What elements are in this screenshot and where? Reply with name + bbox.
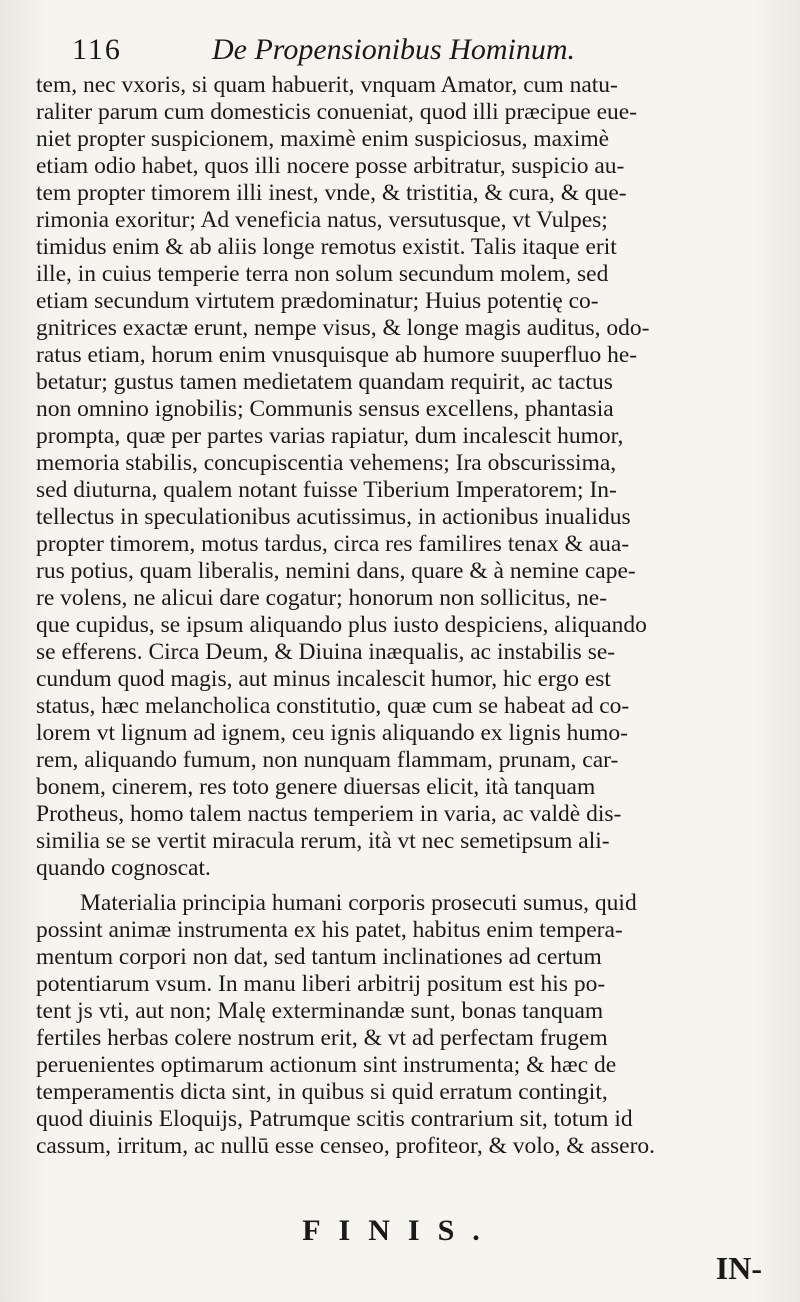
text-line: rem, aliquando fumum, non nunquam flammam, prunam, car- (36, 747, 619, 773)
text-line: lorem vt lignum ad ignem, ceu ignis aliquando ex lignis humo- (36, 720, 628, 746)
text-line: status, hæc melancholica constitutio, quæ cum se habeat ad co- (36, 693, 630, 719)
text-line: cassum, irritum, ac nullū esse censeo, profiteor, & volo, & assero. (36, 1133, 656, 1159)
text-line: prompta, quæ per partes varias rapiatur, dum incalescit humor, (36, 423, 624, 449)
text-line: timidus enim & ab aliis longe remotus existit. Talis itaque erit (36, 234, 617, 260)
paragraph-gap (36, 882, 776, 890)
catchword: IN- (715, 1250, 762, 1286)
text-line: ille, in cuius temperie terra non solum secundum molem, sed (36, 261, 609, 287)
text-line: mentum corpori non dat, sed tantum inclinationes ad certum (36, 944, 602, 970)
text-line: que cupidus, se ipsum aliquando plus iusto despiciens, aliquando (36, 612, 647, 638)
text-line: rus potius, quam liberalis, nemini dans, quare & à nemine cape- (36, 558, 636, 584)
running-header (72, 28, 764, 72)
text-line: tellectus in speculationibus acutissimus, in actionibus inualidus (36, 504, 631, 530)
text-block (36, 72, 776, 1160)
finis-label: FINIS. (302, 1214, 498, 1247)
text-line: cundum quod magis, aut minus incalescit humor, hic ergo est (36, 666, 611, 692)
text-line: memoria stabilis, concupiscentia vehemens; Ira obscurissima, (36, 450, 617, 476)
text-line: tem, nec vxoris, si quam habuerit, vnquam Amator, cum natu- (36, 72, 618, 98)
text-line: se efferens. Circa Deum, & Diuina inæqualis, ac instabilis se- (36, 639, 616, 665)
text-line: rimonia exoritur; Ad veneficia natus, versutusque, vt Vulpes; (36, 207, 608, 233)
text-line: etiam secundum virtutem prædominatur; Huius potentię co- (36, 288, 599, 314)
text-line: quando cognoscat. (36, 855, 211, 881)
running-title: De Propensionibus Hominum. (212, 33, 576, 66)
text-line: non omnino ignobilis; Communis sensus excellens, phantasia (36, 396, 614, 422)
text-line: niet propter suspicionem, maximè enim suspiciosus, maximè (36, 126, 610, 152)
text-line: sed diuturna, qualem notant fuisse Tiberium Imperatorem; In- (36, 477, 617, 503)
text-line: propter timorem, motus tardus, circa res familires tenax & aua- (36, 531, 630, 557)
text-line: peruenientes optimarum actionum sint instrumenta; & hæc de (36, 1052, 617, 1078)
text-line: Protheus, homo talem nactus temperiem in varia, ac valdè dis- (36, 801, 622, 827)
text-line: gnitrices exactæ erunt, nempe visus, & longe magis auditus, odo- (36, 315, 650, 341)
text-line: betatur; gustus tamen medietatem quandam requirit, ac tactus (36, 369, 613, 395)
text-line: tem propter timorem illi inest, vnde, & tristitia, & cura, & que- (36, 180, 627, 206)
text-line: re volens, ne alicui dare cogatur; honorum non sollicitus, ne- (36, 585, 608, 611)
text-line: fertiles herbas colere nostrum erit, & vt ad perfectam frugem (36, 1025, 608, 1051)
text-line: tent js vti, aut non; Malę exterminandæ sunt, bonas tanquam (36, 998, 604, 1024)
text-line: potentiarum vsum. In manu liberi arbitrij positum est his po- (36, 971, 606, 997)
text-line: similia se se vertit miracula rerum, ità vt nec semetipsum ali- (36, 828, 610, 854)
text-line: ratus etiam, horum enim vnusquisque ab humore suuperfluo he- (36, 342, 638, 368)
page-number: 116 (72, 33, 122, 66)
text-line: Materialia principia humani corporis prosecuti sumus, quid (80, 890, 637, 916)
text-line: bonem, cinerem, res toto genere diuersas elicit, ità tanquam (36, 774, 596, 800)
text-line: raliter parum cum domesticis conueniat, quod illi præcipue eue- (36, 99, 638, 125)
text-line: temperamentis dicta sint, in quibus si quid erratum contingit, (36, 1079, 608, 1105)
text-line: possint animæ instrumenta ex his patet, habitus enim tempera- (36, 917, 623, 943)
text-line: quod diuinis Eloquijs, Patrumque scitis contrarium sit, totum id (36, 1106, 633, 1132)
text-line: etiam odio habet, quos illi nocere posse arbitratur, suspicio au- (36, 153, 625, 179)
